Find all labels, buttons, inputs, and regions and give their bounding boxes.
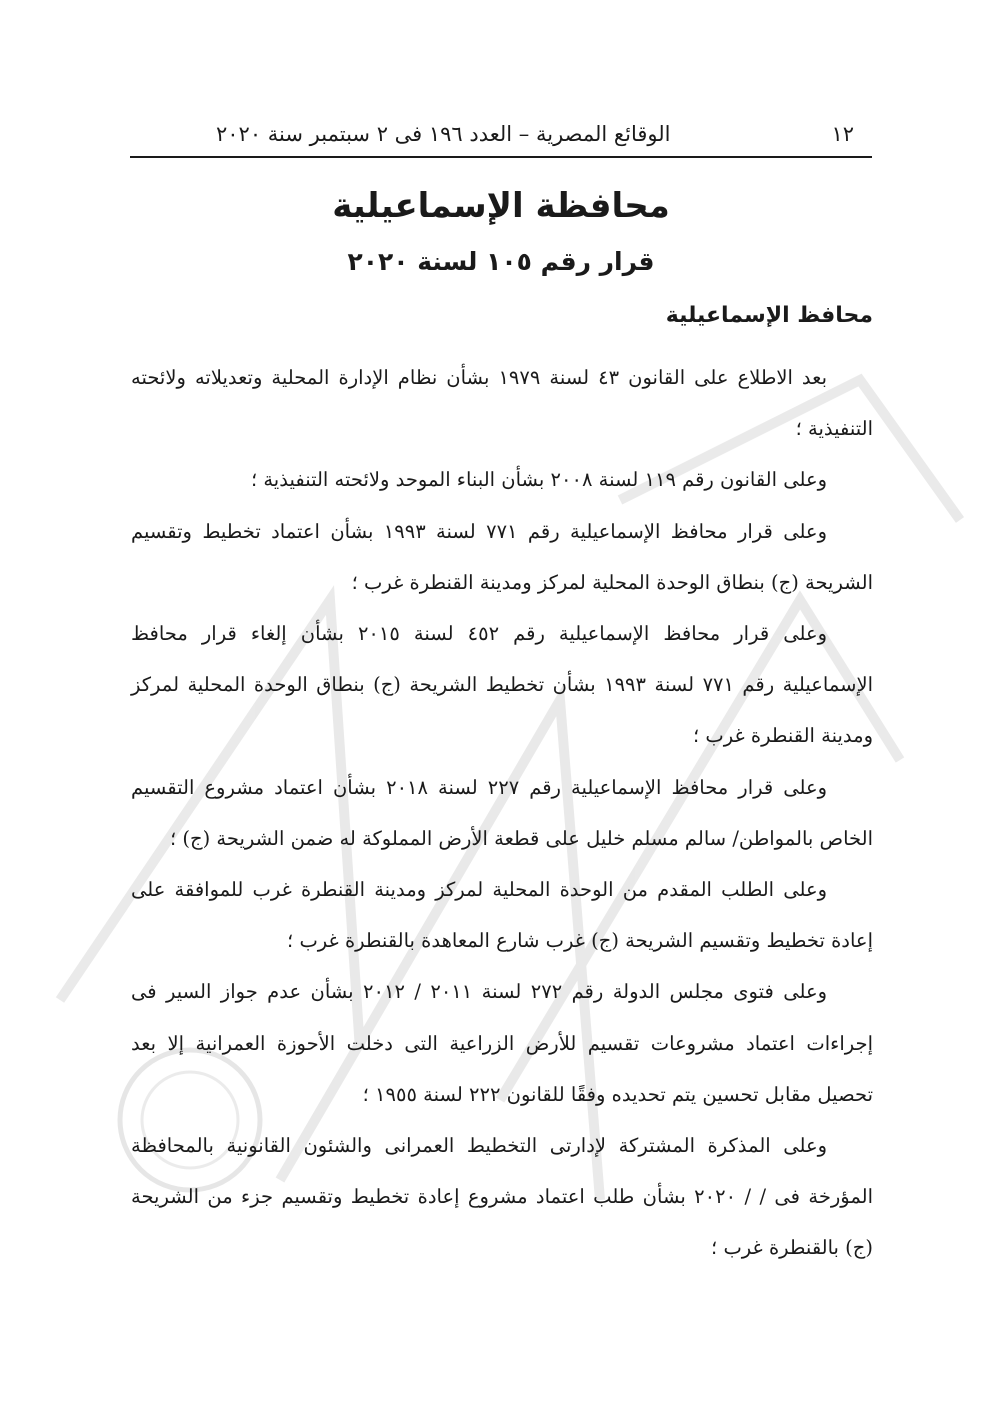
gazette-header bbox=[130, 112, 872, 158]
preamble-paragraph: وعلى فتوى مجلس الدولة رقم ٢٧٢ لسنة ٢٠١١ / ٢٠١٢ بشأن عدم جواز السير فى إجراءات اعتماد مشروعات تقسيم للأرض الزراعية التى دخلت الأحوزة العمرانية إلا بعد تحصيل مقابل تحسين يتم تحديده وفقًا للقانون ٢٢٢ لسنة ١٩٥٥ ؛ bbox=[131, 980, 873, 1106]
preamble-paragraph: وعلى قرار محافظ الإسماعيلية رقم ٧٧١ لسنة ١٩٩٣ بشأن اعتماد تخطيط وتقسيم الشريحة (ج) بنطاق الوحدة المحلية لمركز ومدينة القنطرة غرب ؛ bbox=[131, 519, 873, 594]
preamble-paragraph: وعلى القانون رقم ١١٩ لسنة ٢٠٠٨ بشأن البناء الموحد ولائحته التنفيذية ؛ bbox=[250, 468, 827, 492]
preamble-paragraph: وعلى قرار محافظ الإسماعيلية رقم ٤٥٢ لسنة ٢٠١٥ بشأن إلغاء قرار محافظ الإسماعيلية رقم ٧٧١ لسنة ١٩٩٣ بشأن تخطيط الشريحة (ج) بنطاق الوحدة المحلية لمركز ومدينة القنطرة غرب ؛ bbox=[131, 622, 873, 748]
page-number: ١٢ bbox=[831, 122, 854, 146]
preamble-paragraph: وعلى المذكرة المشتركة لإدارتى التخطيط العمرانى والشئون القانونية بالمحافظة المؤرخة فى / / ٢٠٢٠ بشأن طلب اعتماد مشروع إعادة تخطيط وتقسيم جزء من الشريحة (ج) بالقنطرة غرب ؛ bbox=[131, 1134, 874, 1260]
issuer-heading: محافظ الإسماعيلية bbox=[665, 303, 873, 328]
preamble-paragraph: وعلى قرار محافظ الإسماعيلية رقم ٢٢٧ لسنة ٢٠١٨ بشأن اعتماد مشروع التقسيم الخاص بالمواطن/ سالم مسلم خليل على قطعة الأرض المملوكة له ضمن الشريحة (ج) ؛ bbox=[131, 775, 873, 850]
decree-title: قرار رقم ١٠٥ لسنة ٢٠٢٠ bbox=[347, 247, 655, 276]
gazette-line: الوقائع المصرية – العدد ١٩٦ فى ٢ سبتمبر سنة ٢٠٢٠ bbox=[216, 122, 671, 146]
preamble-paragraph: وعلى الطلب المقدم من الوحدة المحلية لمركز ومدينة القنطرة غرب للموافقة على إعادة تخطيط وتقسيم الشريحة (ج) غرب شارع المعاهدة بالقنطرة غرب ؛ bbox=[131, 878, 873, 953]
decree-body bbox=[131, 352, 873, 1274]
governorate-title: محافظة الإسماعيلية bbox=[332, 186, 670, 226]
preamble-paragraph: بعد الاطلاع على القانون ٤٣ لسنة ١٩٧٩ بشأن نظام الإدارة المحلية وتعديلاته ولائحته التنفيذية ؛ bbox=[131, 366, 873, 441]
